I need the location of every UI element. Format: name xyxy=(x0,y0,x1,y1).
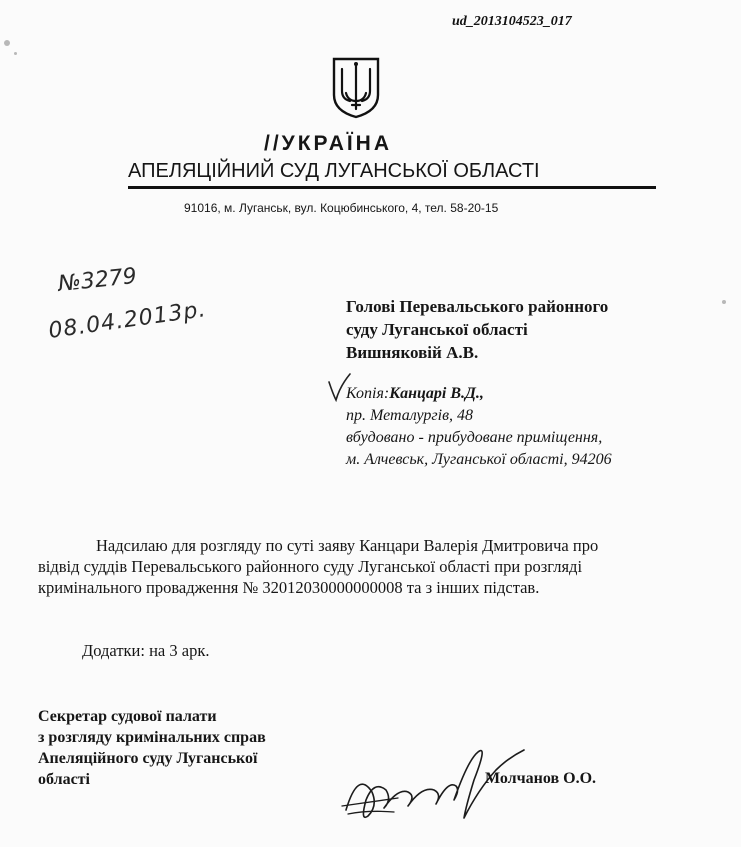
court-name: АПЕЛЯЦІЙНИЙ СУД ЛУГАНСЬКОЇ ОБЛАСТІ xyxy=(128,160,540,182)
body-paragraph-line: Надсилаю для розгляду по суті заяву Канцари Валерія Дмитровича про xyxy=(96,536,599,555)
attachments-note: Додатки: на 3 арк. xyxy=(82,641,210,660)
body-paragraph-line: відвід суддів Перевальського районного суду Луганської області при розгляді xyxy=(38,557,583,576)
handwritten-outgoing-number: №3279 xyxy=(56,263,138,298)
addressee-line: Голові Перевальського районного xyxy=(346,297,609,316)
coat-of-arms-icon xyxy=(330,55,382,119)
handwritten-date: 08.04.2013р. xyxy=(47,297,208,344)
copy-name: Канцарі В.Д., xyxy=(389,385,484,402)
copy-address-line: м. Алчевськ, Луганської області, 94206 xyxy=(346,451,612,468)
document-id-stamp: ud_2013104523_017 xyxy=(452,14,572,29)
body-paragraph-line: кримінального провадження № 32012030000000008 та з інших підстав. xyxy=(38,578,540,597)
copy-recipient xyxy=(346,383,484,404)
signatory-title-line: з розгляду кримінальних справ xyxy=(38,729,266,746)
signatory-title-line: Секретар судової палати xyxy=(38,708,217,725)
copy-label: Копія: xyxy=(346,385,390,402)
court-address: 91016, м. Луганськ, вул. Коцюбинського, 4, тел. 58-20-15 xyxy=(184,201,499,215)
signatory-title-line: Апеляційного суду Луганської xyxy=(38,750,258,767)
copy-address-line: вбудовано - прибудоване приміщення, xyxy=(346,429,603,446)
signatory-title-line: області xyxy=(38,771,90,788)
addressee-line: Вишняковій А.В. xyxy=(346,343,479,362)
addressee-line: суду Луганської області xyxy=(346,320,528,339)
copy-address-line: пр. Металургів, 48 xyxy=(346,407,474,424)
country-heading: //УКРАЇНА xyxy=(264,132,393,155)
header-rule xyxy=(128,186,656,189)
signatory-name: Молчанов О.О. xyxy=(485,770,597,787)
